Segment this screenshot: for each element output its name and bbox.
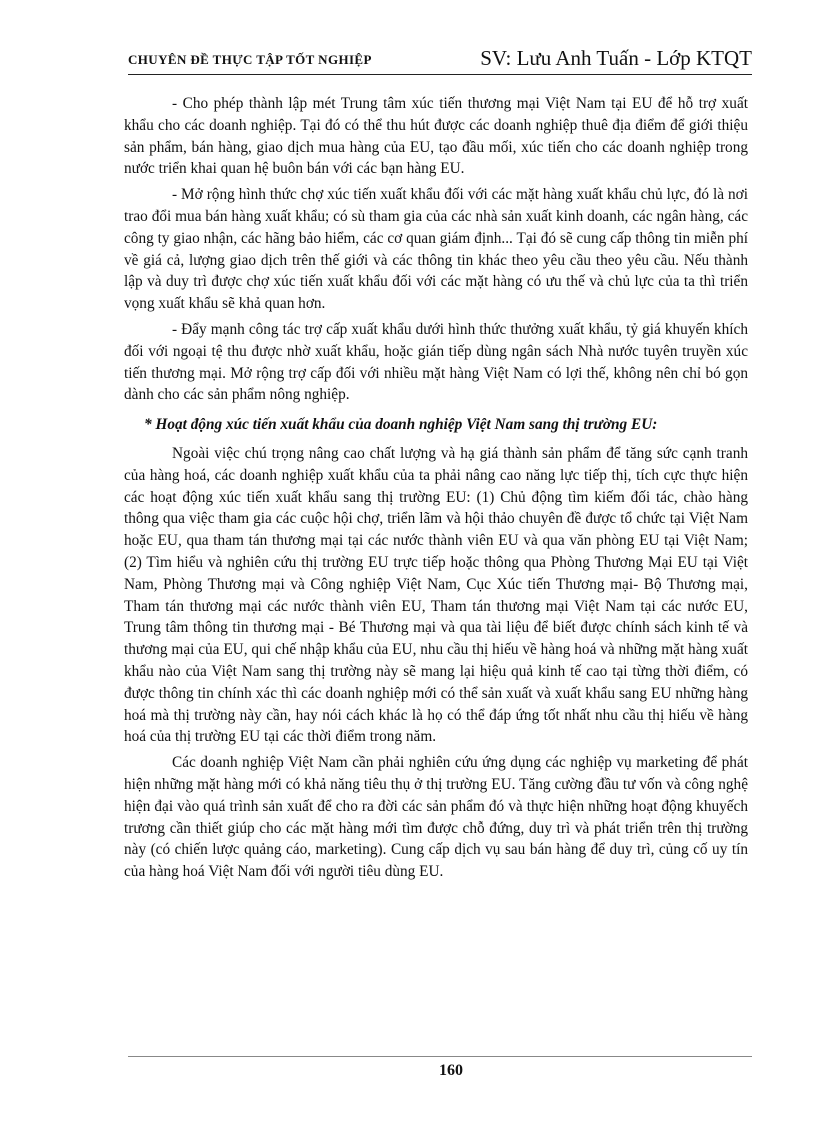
page-header: [128, 40, 752, 75]
body-paragraph: - Cho phép thành lập mét Trung tâm xúc tiến thương mại Việt Nam tại EU để hỗ trợ xuất khẩu cho các doanh nghiệp. Tại đó có thể thu hút được các doanh nghiệp thuê địa điểm để giới thiệu sản phẩm, bán hàng, giao dịch mua hàng của EU, tạo đầu mối, xúc tiến cho các doanh nghiệp trong nước triển khai quan hệ buôn bán với các bạn hàng EU.: [124, 95, 748, 178]
body-paragraph: - Đẩy mạnh công tác trợ cấp xuất khẩu dưới hình thức thưởng xuất khẩu, tỷ giá khuyến khích đối với ngoại tệ thu được nhờ xuất khẩu, hoặc gián tiếp dùng ngân sách Nhà nước tuyên truyền xúc tiến thương mại. Mở rộng trợ cấp đối với nhiều mặt hàng Việt Nam có lợi thế, không nên chỉ bó gọn dành cho các sản phẩm nông nghiệp.: [124, 320, 748, 404]
page-number: 160: [439, 1062, 463, 1079]
section-heading: * Hoạt động xúc tiến xuất khẩu của doanh nghiệp Việt Nam sang thị trường EU:: [144, 416, 658, 434]
body-paragraph: - Mở rộng hình thức chợ xúc tiến xuất khẩu đối với các mặt hàng xuất khẩu chủ lực, đó là nơi trao đổi mua bán hàng xuất khẩu; có sù tham gia của các nhà sản xuất kinh doanh, các ngân hàng, các công ty giao nhận, các hãng bảo hiểm, các cơ quan giám định... Tại đó sẽ cung cấp thông tin miễn phí về giá cả, lượng giao dịch trên thế giới và các thông tin khác theo yêu cầu theo yêu cầu. Nếu thành lập và duy trì được chợ xúc tiến xuất khẩu đối với các mặt hàng có ưu thế và chủ lực của ta thì triển vọng xuất khẩu sẽ khả quan hơn.: [124, 186, 748, 313]
body-paragraph: Ngoài việc chú trọng nâng cao chất lượng và hạ giá thành sản phẩm để tăng sức cạnh tranh của hàng hoá, các doanh nghiệp xuất khẩu của ta phải nâng cao năng lực tiếp thị, tích cực thực hiện các hoạt động xúc tiến xuất khẩu sang thị trường EU: (1) Chủ động tìm kiếm đối tác, chào hàng thông qua việc tham gia các cuộc hội chợ, triển lãm và hội thảo chuyên đề được tổ chức tại Việt Nam hoặc EU, qua tham tán thương mại tại các nước thành viên EU và qua văn phòng EU tại Việt Nam; (2) Tìm hiểu và nghiên cứu thị trường EU trực tiếp hoặc thông qua Phòng Thương Mại EU tại Việt Nam, Phòng Thương mại và Công nghiệp Việt Nam, Cục Xúc tiến Thương mại- Bộ Thương mại, Tham tán thương mại các nước thành viên EU, Tham tán thương mại Việt Nam tại các nước EU, Trung tâm thông tin thương mại - Bé Thương mại và qua tài liệu để biết được chính sách kinh tế và thương mại của EU, qui chế nhập khẩu của EU, nhu cầu thị hiếu về hàng hoá và những mặt hàng xuất khẩu nào của Việt Nam sang thị trường này sẽ mang lại hiệu quả kinh tế cao tại từng thời điểm, có được thông tin chính xác thì các doanh nghiệp mới có thể sản xuất và xuất khẩu sang EU những hàng hoá mà thị trường này cần, hay nói cách khác là họ có thể đáp ứng tốt nhất nhu cầu thị hiếu về hàng hoá của thị trường EU tại các thời điểm trong năm.: [124, 444, 748, 746]
header-report-title: CHUYÊN ĐỀ THỰC TẬP TỐT NGHIỆP: [128, 52, 372, 67]
footer-divider: [128, 1056, 752, 1057]
body-paragraph: Các doanh nghiệp Việt Nam cần phải nghiên cứu ứng dụng các nghiệp vụ marketing để phát hiện những mặt hàng mới có khả năng tiêu thụ ở thị trường EU. Tăng cường đầu tư vốn và công nghệ hiện đại vào quá trình sản xuất để cho ra đời các sản phẩm đó và thực hiện những hoạt động khuyếch trương cần thiết giúp cho các mặt hàng mới tìm được chỗ đứng, duy trì và phát triển trên thị trường này (có chiến lược quảng cáo, marketing). Cung cấp dịch vụ sau bán hàng để duy trì, củng cố uy tín của hàng hoá Việt Nam đối với người tiêu dùng EU.: [124, 754, 748, 881]
page-body: [124, 93, 748, 887]
header-author: SV: Lưu Anh Tuấn - Lớp KTQT: [480, 46, 752, 70]
